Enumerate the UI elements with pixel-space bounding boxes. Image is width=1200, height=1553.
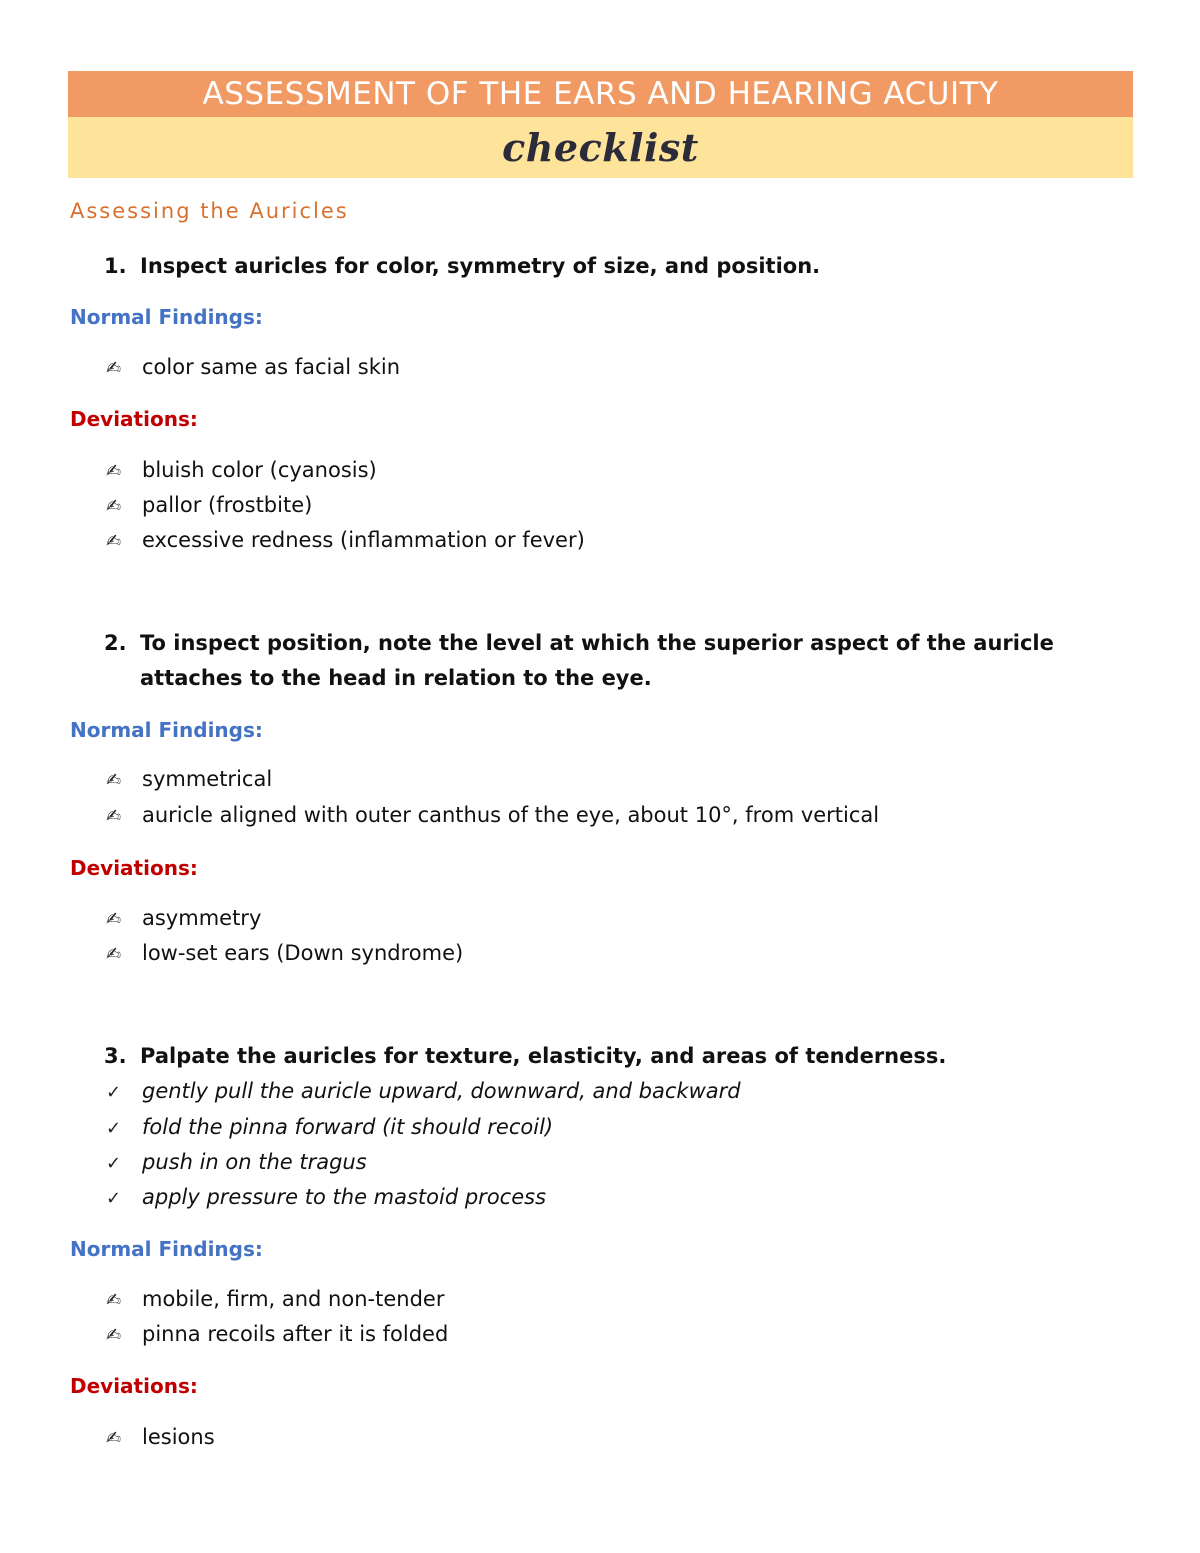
normal-findings-label: Normal Findings: bbox=[70, 718, 263, 742]
deviation-item: ✍ pallor (frostbite) bbox=[106, 493, 313, 517]
deviation-item: ✍ excessive redness (inflammation or fever) bbox=[106, 528, 585, 552]
step-1 bbox=[104, 254, 820, 278]
normal-findings-label: Normal Findings: bbox=[70, 305, 263, 329]
writing-hand-icon: ✍ bbox=[106, 909, 122, 930]
deviation-item: ✍ lesions bbox=[106, 1425, 215, 1449]
check-mark-icon: ✓ bbox=[106, 1153, 122, 1174]
hand-writing-icon: ✍ bbox=[106, 1290, 122, 1311]
deviations-label: Deviations: bbox=[70, 1374, 198, 1398]
normal-finding-item: ✍ mobile, firm, and non-tender bbox=[106, 1287, 445, 1311]
deviations-label: Deviations: bbox=[70, 856, 198, 880]
document-subtitle: checklist bbox=[68, 117, 1133, 178]
check-item: ✓ gently pull the auricle upward, downward, and backward bbox=[106, 1079, 741, 1103]
hand-writing-icon: ✍ bbox=[106, 358, 122, 379]
hand-writing-icon: ✍ bbox=[106, 770, 122, 791]
writing-hand-icon: ✍ bbox=[106, 944, 122, 965]
section-heading: Assessing the Auricles bbox=[70, 199, 349, 223]
document-header bbox=[68, 71, 1133, 178]
step-2 bbox=[104, 631, 1054, 655]
step-3-number: 3. bbox=[104, 1044, 127, 1068]
deviation-item: ✍ low-set ears (Down syndrome) bbox=[106, 941, 464, 965]
check-mark-icon: ✓ bbox=[106, 1082, 122, 1103]
hand-writing-icon: ✍ bbox=[106, 806, 122, 827]
writing-hand-icon: ✍ bbox=[106, 531, 122, 552]
normal-finding-item: ✍ pinna recoils after it is folded bbox=[106, 1322, 449, 1346]
step-2-text-line-1: To inspect position, note the level at which the superior aspect of the auricle bbox=[140, 631, 1054, 655]
hand-writing-icon: ✍ bbox=[106, 1325, 122, 1346]
check-item: ✓ fold the pinna forward (it should recoil) bbox=[106, 1115, 554, 1139]
writing-hand-icon: ✍ bbox=[106, 461, 122, 482]
step-2-text-line-2: attaches to the head in relation to the eye. bbox=[140, 666, 652, 690]
step-1-number: 1. bbox=[104, 254, 127, 278]
step-1-text: Inspect auricles for color, symmetry of size, and position. bbox=[140, 254, 821, 278]
deviation-item: ✍ asymmetry bbox=[106, 906, 262, 930]
step-3-text: Palpate the auricles for texture, elasticity, and areas of tenderness. bbox=[140, 1044, 947, 1068]
deviations-label: Deviations: bbox=[70, 407, 198, 431]
writing-hand-icon: ✍ bbox=[106, 1428, 122, 1449]
check-item: ✓ push in on the tragus bbox=[106, 1150, 367, 1174]
normal-findings-label: Normal Findings: bbox=[70, 1237, 263, 1261]
normal-finding-item: ✍ auricle aligned with outer canthus of the eye, about 10°, from vertical bbox=[106, 803, 880, 827]
writing-hand-icon: ✍ bbox=[106, 496, 122, 517]
step-2-number: 2. bbox=[104, 631, 127, 655]
check-mark-icon: ✓ bbox=[106, 1118, 122, 1139]
step-3 bbox=[104, 1044, 946, 1068]
deviation-item: ✍ bluish color (cyanosis) bbox=[106, 458, 377, 482]
document-title: ASSESSMENT OF THE EARS AND HEARING ACUITY bbox=[68, 71, 1133, 117]
check-item: ✓ apply pressure to the mastoid process bbox=[106, 1185, 547, 1209]
normal-finding-item: ✍ symmetrical bbox=[106, 767, 273, 791]
check-mark-icon: ✓ bbox=[106, 1188, 122, 1209]
normal-finding-item: ✍ color same as facial skin bbox=[106, 355, 400, 379]
